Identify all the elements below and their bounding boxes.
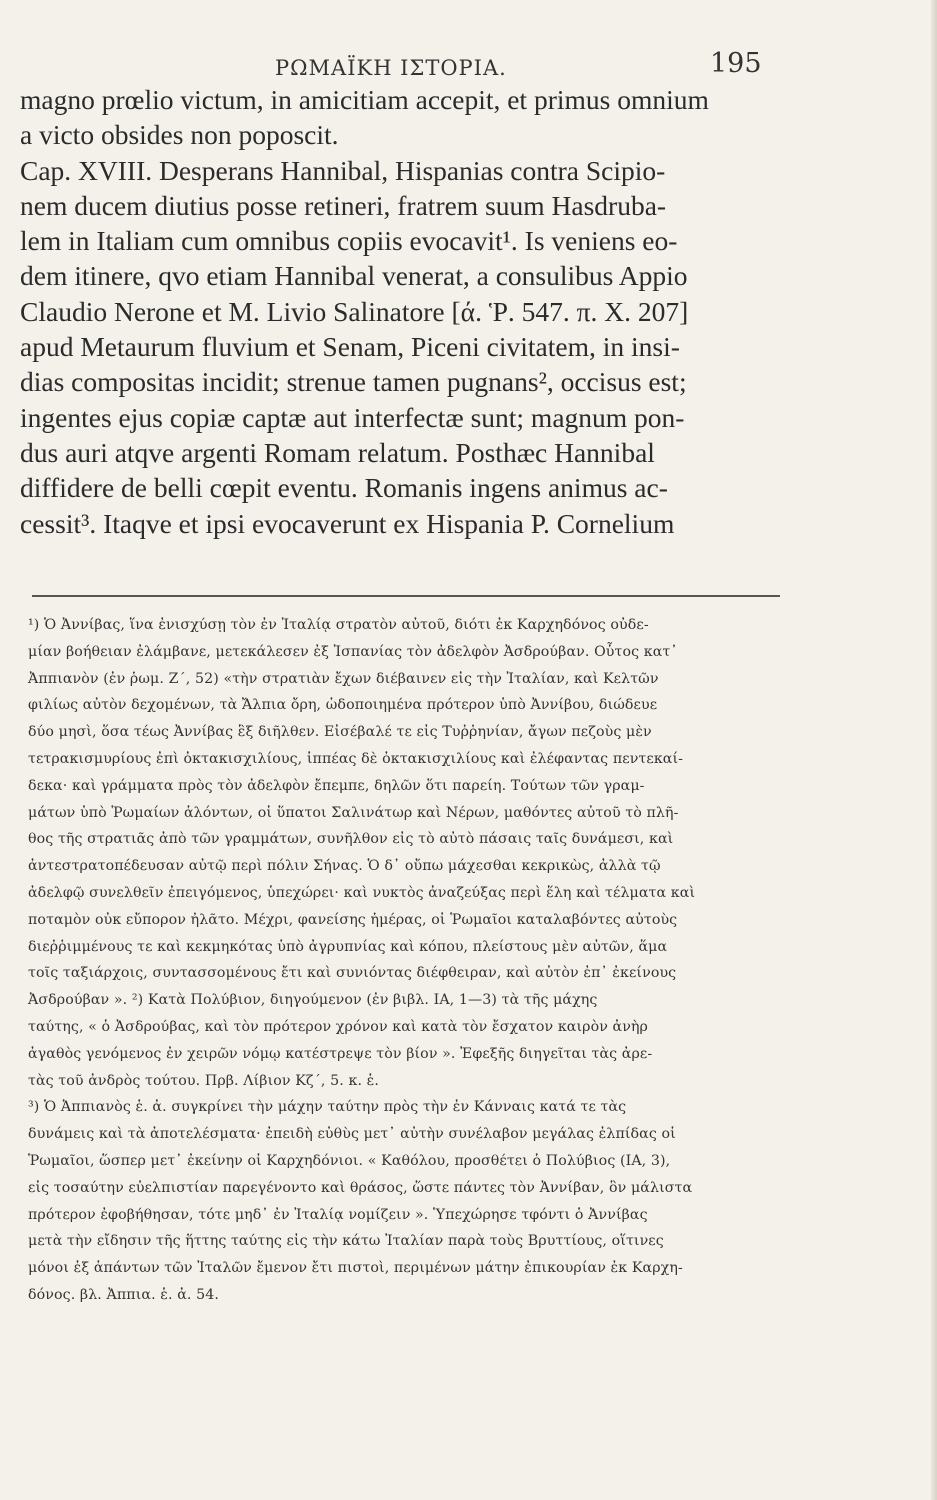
footnote-line: μίαν βοήθειαν ἐλάμβανε, μετεκάλεσεν ἐξ Ἰσπανίας τὸν ἀδελφὸν Ἀσδρούβαν. Οὗτος κατ᾽ xyxy=(28,643,678,660)
page-number: 195 xyxy=(710,48,762,79)
footnote-line: ³) Ὁ Ἀππιανὸς ἑ. ἀ. συγκρίνει τὴν μάχην ταύτην πρὸς τὴν ἐν Κάνναις κατά τε τὰς xyxy=(28,1099,627,1116)
footnote-line: ταύτης, « ὁ Ἀσδρούβας, καὶ τὸν πρότερον χρόνον καὶ κατὰ τὸν ἔσχατον καιρὸν ἀνὴρ xyxy=(28,1018,648,1035)
footnote-line: ἀντεστρατοπέδευσαν αὐτῷ περὶ πόλιν Σήνας. Ὁ δ᾽ οὔπω μάχεσθαι κεκρικὼς, ἀλλὰ τῷ xyxy=(28,858,661,875)
footnote-line: ἀγαθὸς γενόμενος ἐν χειρῶν νόμῳ κατέστρεψε τὸν βίον ». Ἐφεξῆς διηγεῖται τὰς ἀρε- xyxy=(28,1045,653,1062)
text-line: lem in Italiam cum omnibus copiis evocavit¹. Is veniens eo- xyxy=(20,225,678,257)
footnote-divider xyxy=(32,595,780,597)
footnote-line: μόνοι ἐξ ἁπάντων τῶν Ἰταλῶν ἔμενον ἔτι πιστοὶ, περιμένων μάτην ἐπικουρίαν ἐκ Καρχη- xyxy=(28,1260,683,1277)
text-line: ingentes ejus copiæ captæ aut interfectæ sunt; magnum pon- xyxy=(20,401,685,433)
text-line: dus auri atqve argenti Romam relatum. Posthæc Hannibal xyxy=(20,436,655,468)
footnote-line: μετὰ τὴν εἴδησιν τῆς ἥττης ταύτης εἰς τὴν κάτω Ἰταλίαν παρὰ τοὺς Βρυττίους, οἵτινες xyxy=(28,1233,664,1250)
footnote-line: Ἀππιανὸν (ἐν ῥωμ. Ζ΄, 52) «τὴν στρατιὰν ἔχων διέβαινεν εἰς τὴν Ἰταλίαν, καὶ Κελτῶν xyxy=(28,670,659,687)
footnote-line: ¹) Ὁ Ἀννίβας, ἵνα ἐνισχύσῃ τὸν ἐν Ἰταλίᾳ στρατὸν αὐτοῦ, διότι ἐκ Καρχηδόνος οὐδε- xyxy=(28,617,649,633)
text-line: Claudio Nerone et M. Livio Salinatore [ά. Ῥ. 547. π. Χ. 207] xyxy=(20,295,689,327)
main-text xyxy=(20,82,790,541)
footnote-line: τοῖς ταξιάρχοις, συντασσομένους ἔτι καὶ συνιόντας διέφθειραν, καὶ αὐτὸν ἐπ᾽ ἐκείνους xyxy=(28,965,677,982)
text-line: dias compositas incidit; strenue tamen pugnans², occisus est; xyxy=(20,366,687,398)
text-line: cessit³. Itaqve et ipsi evocaverunt ex Hispania P. Cornelium xyxy=(20,507,675,539)
footnote-line: δεκα· καὶ γράμματα πρὸς τὸν ἀδελφὸν ἔπεμπε, δηλῶν ὅτι παρείη. Τούτων τῶν γραμ- xyxy=(28,777,645,794)
footnote-line: φιλίως αὐτὸν δεχομένων, τὰ Ἄλπια ὄρη, ὡδοποιημένα πρότερον ὑπὸ Ἀννίβου, διώδευε xyxy=(28,697,658,714)
footnote-line: δυνάμεις καὶ τὰ ἀποτελέσματα· ἐπειδὴ εὐθὺς μετ᾽ αὐτὴν συνέλαβον μεγάλας ἐλπίδας οἱ xyxy=(28,1126,676,1143)
text-line: apud Metaurum fluvium et Senam, Piceni civitatem, in insi- xyxy=(20,331,680,363)
footnote-line: ποταμὸν οὐκ εὔπορον ἠλᾶτο. Μέχρι, φανείσης ἡμέρας, οἱ Ῥωμαῖοι καταλαβόντες αὐτοὺς xyxy=(28,911,678,928)
footnote-line: πρότερον ἐφοβήθησαν, τότε μηδ᾽ ἐν Ἰταλίᾳ νομίζειν ». Ὑπεχώρησε τφόντι ὁ Ἀννίβας xyxy=(28,1206,648,1223)
footnote-line: τετρακισμυρίους ἐπὶ ὀκτακισχιλίους, ἱππέας δὲ ὀκτακισχιλίους καὶ ἐλέφαντας πεντεκαί- xyxy=(28,750,684,767)
running-title: ΡΩΜΑΪΚΗ ΙΣΤΟΡΙΑ. xyxy=(275,56,507,80)
text-line: a victo obsides non poposcit. xyxy=(20,119,339,151)
footnote-line: τὰς τοῦ ἀνδρὸς τούτου. Πρβ. Λίβιον Κζ΄, 5. κ. ἑ. xyxy=(28,1072,379,1089)
footnote-line: μάτων ὑπὸ Ῥωμαίων ἁλόντων, οἱ ὕπατοι Σαλινάτωρ καὶ Νέρων, μαθόντες αὐτοῦ τὸ πλῆ- xyxy=(28,804,679,821)
footnote-line: ἀδελφῷ συνελθεῖν ἐπειγόμενος, ὑπεχώρει· καὶ νυκτὸς ἀναζεύξας περὶ ἕλη καὶ τέλματα καὶ xyxy=(28,884,696,901)
text-line: Cap. XVIII. Desperans Hannibal, Hispanias contra Scipio- xyxy=(20,154,666,186)
footnote-line: δύο μησὶ, ὅσα τέως Ἀννίβας ἓξ διῆλθεν. Εἰσέβαλέ τε εἰς Τυῤῥηνίαν, ἄγων πεζοὺς μὲν xyxy=(28,724,652,741)
footnote-line: διεῤῥιμμένους τε καὶ κεκμηκότας ὑπὸ ἀγρυπνίας καὶ κόπου, πλείστους μὲν αὐτῶν, ἅμα xyxy=(28,938,668,955)
running-header xyxy=(0,46,937,82)
footnotes xyxy=(28,612,796,1309)
page-edge xyxy=(931,0,937,1500)
text-line: magno prœlio victum, in amicitiam accepit, et primus omnium xyxy=(20,84,709,115)
footnote-line: δόνος. βλ. Ἀππια. ἑ. ἀ. 54. xyxy=(28,1286,219,1303)
text-line: dem itinere, qvo etiam Hannibal venerat, a consulibus Appio xyxy=(20,260,688,292)
text-line: diffidere de belli cœpit eventu. Romanis ingens animus ac- xyxy=(20,472,668,504)
footnote-line: εἰς τοσαύτην εὐελπιστίαν παρεγένοντο καὶ θράσος, ὥστε πάντες τὸν Ἀννίβαν, ὃν μάλιστα xyxy=(28,1179,693,1196)
footnote-line: Ῥωμαῖοι, ὥσπερ μετ᾽ ἐκείνην οἱ Καρχηδόνιοι. « Καθόλου, προσθέτει ὁ Πολύβιος (ΙΑ, 3), xyxy=(28,1152,671,1169)
footnote-line: Ἀσδρούβαν ». ²) Κατὰ Πολύβιον, διηγούμενον (ἐν βιβλ. ΙΑ, 1—3) τὰ τῆς μάχης xyxy=(28,992,598,1009)
text-line: nem ducem diutius posse retineri, fratrem suum Hasdruba- xyxy=(20,189,667,221)
footnote-line: θος τῆς στρατιᾶς ἀπὸ τῶν γραμμάτων, συνῆλθον εἰς τὸ αὐτὸ πάσαις ταῖς δυνάμεσι, καὶ xyxy=(28,831,674,848)
